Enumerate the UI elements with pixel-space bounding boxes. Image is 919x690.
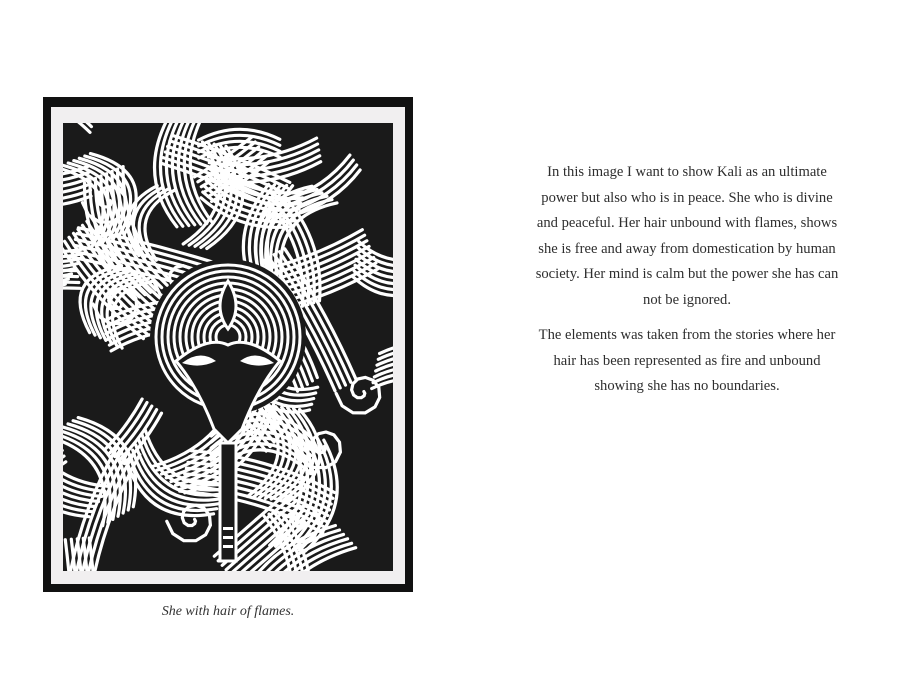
description-paragraph-1: In this image I want to show Kali as an ultimate power but also who is in peace. She who is divine and peaceful. Her hair unbound with flames, shows she is free and away from domestication by human society. Her mind is calm but the power she has can not be ignored. bbox=[535, 164, 839, 308]
artwork-mat bbox=[51, 107, 405, 584]
artwork-caption: She with hair of flames. bbox=[161, 604, 295, 619]
description-text bbox=[533, 160, 841, 410]
artwork-frame bbox=[43, 97, 413, 592]
description-paragraph-2: The elements was taken from the stories where her hair has been represented as fire and unbound showing she has no boundaries. bbox=[538, 327, 836, 394]
neck-column bbox=[220, 443, 236, 561]
paper-cut-art-image bbox=[63, 123, 393, 571]
